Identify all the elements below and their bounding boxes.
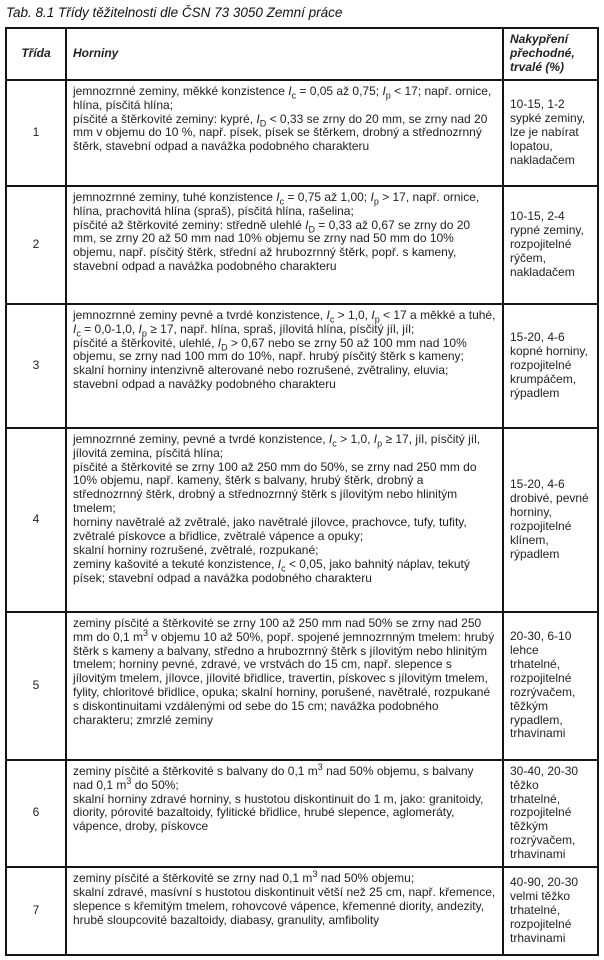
class-number: 1 — [6, 80, 66, 186]
table-caption: Tab. 8.1 Třídy těžitelnosti dle ČSN 73 3050 Zemní práce — [6, 5, 343, 20]
loosening-value: 15-20, 4-6 drobivé, pevné horniny, rozpojitelné klínem, rýpadlem — [503, 428, 598, 612]
header-class: Třída — [6, 28, 66, 80]
loosening-value: 30-40, 20-30 těžko trhatelné, rozpojitelné těžkým rozrývačem, trhavinami — [503, 760, 598, 867]
rocks-description: jemnozrnné zeminy pevné a tvrdé konzistence, $I_c > 1,0$, $I_p < 17$ a měkké a tuhé, $I_c = 0,0-1,0$, $I_p \ge 17$, např. hlína, spraš, jílovitá hlína, písčitý jíl, jíl; písčité a štěrkovité, ulehlé, $I_D > 0,67$ nebo se zrny 50 až 100 mm nad 10% objemu, se zrny nad 100 mm do 10%, např. hrubý písčitý štěrk s kameny; skalní horniny intenzivně alterované nebo rozrušené, zvětraliny, eluvia; stavební odpad a navážky podobného charakteru — [66, 304, 503, 428]
loosening-value: 10-15, 1-2 sypké zeminy, lze je nabírat lopatou, nakladačem — [503, 80, 598, 186]
table-row — [6, 612, 598, 760]
table-row — [6, 867, 598, 955]
rocks-description: zeminy písčité a štěrkovité s balvany do 0,1 $m^3$ nad 50% objemu, s balvany nad 0,1 $m^3$ do 50%; skalní horniny zdravé horniny, s hustotou diskontinuit do 1 m, jako: granitoidy, diority, pórovité bazaltoidy, fylitické břidlice, hrubé slepence, aglomeráty, vápence, droby, pískovce — [66, 760, 503, 867]
rocks-description: jemnozrnné zeminy, měkké konzistence $I_c = 0,05$ až 0,75; $I_p < 17$; např. ornice, hlína, písčitá hlína; písčité a štěrkovité zeminy: kypré, $I_D < 0,33$ se zrny do 20 mm, se zrny nad 20 mm v objemu do 10 %, např. písek, písek se štěrkem, drobný a střednozrnný štěrk, stavební odpad a navážka podobného charakteru — [66, 80, 503, 186]
table-row — [6, 760, 598, 867]
class-number: 7 — [6, 867, 66, 955]
table-row — [6, 428, 598, 612]
table-row — [6, 304, 598, 428]
rocks-description: zeminy písčité a štěrkovité se zrny nad 0,1 $m^3$ nad 50% objemu; skalní zdravé, masívní s hustotou diskontinuit větší než 25 cm, např. křemence, slepence s křemitým tmelem, rohovcové vápence, křemenné diority, andezity, hrubě sloupcovité bazaltoidy, diabasy, granulity, amfibolity — [66, 867, 503, 955]
header-loosening: Nakypření přechodné, trvalé (%) — [503, 28, 598, 80]
rocks-description: zeminy písčité a štěrkovité se zrny 100 až 250 mm nad 50% se zrny nad 250 mm do 0,1 $m^3$ v objemu 10 až 50%, popř. spojené jemnozrnným tmelem: hrubý štěrk s kameny a balvany, středno a hrubozrnný štěrk s jílovitým nebo hlinitým tmelem; horniny pevné, zdravé, ve vrstvách do 15 cm, např. slepence s jílovitým tmelem, jílovce, jílovité břidlice, travertin, pískovec s jílovitým tmelem, fylity, chloritové břidlice, opuka; skalní horniny, porušené, navětralé, rozpukané s diskontinuitami vzdálenými od sebe do 15 cm; navážka podobného charakteru; zmrzlé zeminy — [66, 612, 503, 760]
rocks-description: jemnozrnné zeminy, pevné a tvrdé konzistence, $I_c > 1,0$, $I_p \ge 17$, jíl, písčitý jíl, jílovitá zemina, písčitá hlína; písčité a štěrkovité se zrny 100 až 250 mm do 50%, se zrny nad 250 mm do 10% objemu, např. kameny, štěrk s balvany, hrubý štěrk, drobný a střednozrnný štěrk, drobný a střednozrnný štěrk s jílovitým nebo hlinitým tmelem; horniny navětralé až zvětralé, jako navětralé jílovce, prachovce, tufy, tufity, zvětralé pískovce a břidlice, zvětralé vápence a opuky; skalní horniny rozrušené, zvětralé, rozpukané; zeminy kašovité a tekuté konzistence, $I_c < 0,05$, jako bahnitý náplav, tekutý písek; stavební odpad a navážka podobného charakteru — [66, 428, 503, 612]
table-row — [6, 80, 598, 186]
rocks-description: jemnozrnné zeminy, tuhé konzistence $I_c = 0,75$ až 1,00; $I_p > 17$, např. ornice, hlína, prachovitá hlína (spraš), písčitá hlína, rašelina; písčité až štěrkovité zeminy: středně ulehlé $I_D = 0,33$ až 0,67 se zrny do 20 mm, se zrny 20 až 50 mm nad 10% objemu se zrny nad 50 mm do 10% objemu, např. písčitý štěrk, střední až hrubozrnný štěrk, popř. s kameny, stavební odpad a navážka podobného charakteru — [66, 186, 503, 304]
class-number: 3 — [6, 304, 66, 428]
header-rocks: Horniny — [66, 28, 503, 80]
class-number: 4 — [6, 428, 66, 612]
loosening-value: 10-15, 2-4 rypné zeminy, rozpojitelné rýčem, nakladačem — [503, 186, 598, 304]
loosening-value: 20-30, 6-10 lehce trhatelné, rozpojitelné rozrývačem, těžkým rypadlem, trhavinami — [503, 612, 598, 760]
class-number: 6 — [6, 760, 66, 867]
loosening-value: 15-20, 4-6 kopné horniny, rozpojitelné krumpáčem, rýpadlem — [503, 304, 598, 428]
excavation-classes-table — [5, 27, 599, 956]
class-number: 2 — [6, 186, 66, 304]
class-number: 5 — [6, 612, 66, 760]
loosening-value: 40-90, 20-30 velmi těžko trhatelné, rozpojitelné trhavinami — [503, 867, 598, 955]
table-header-row — [6, 28, 598, 80]
table-row — [6, 186, 598, 304]
